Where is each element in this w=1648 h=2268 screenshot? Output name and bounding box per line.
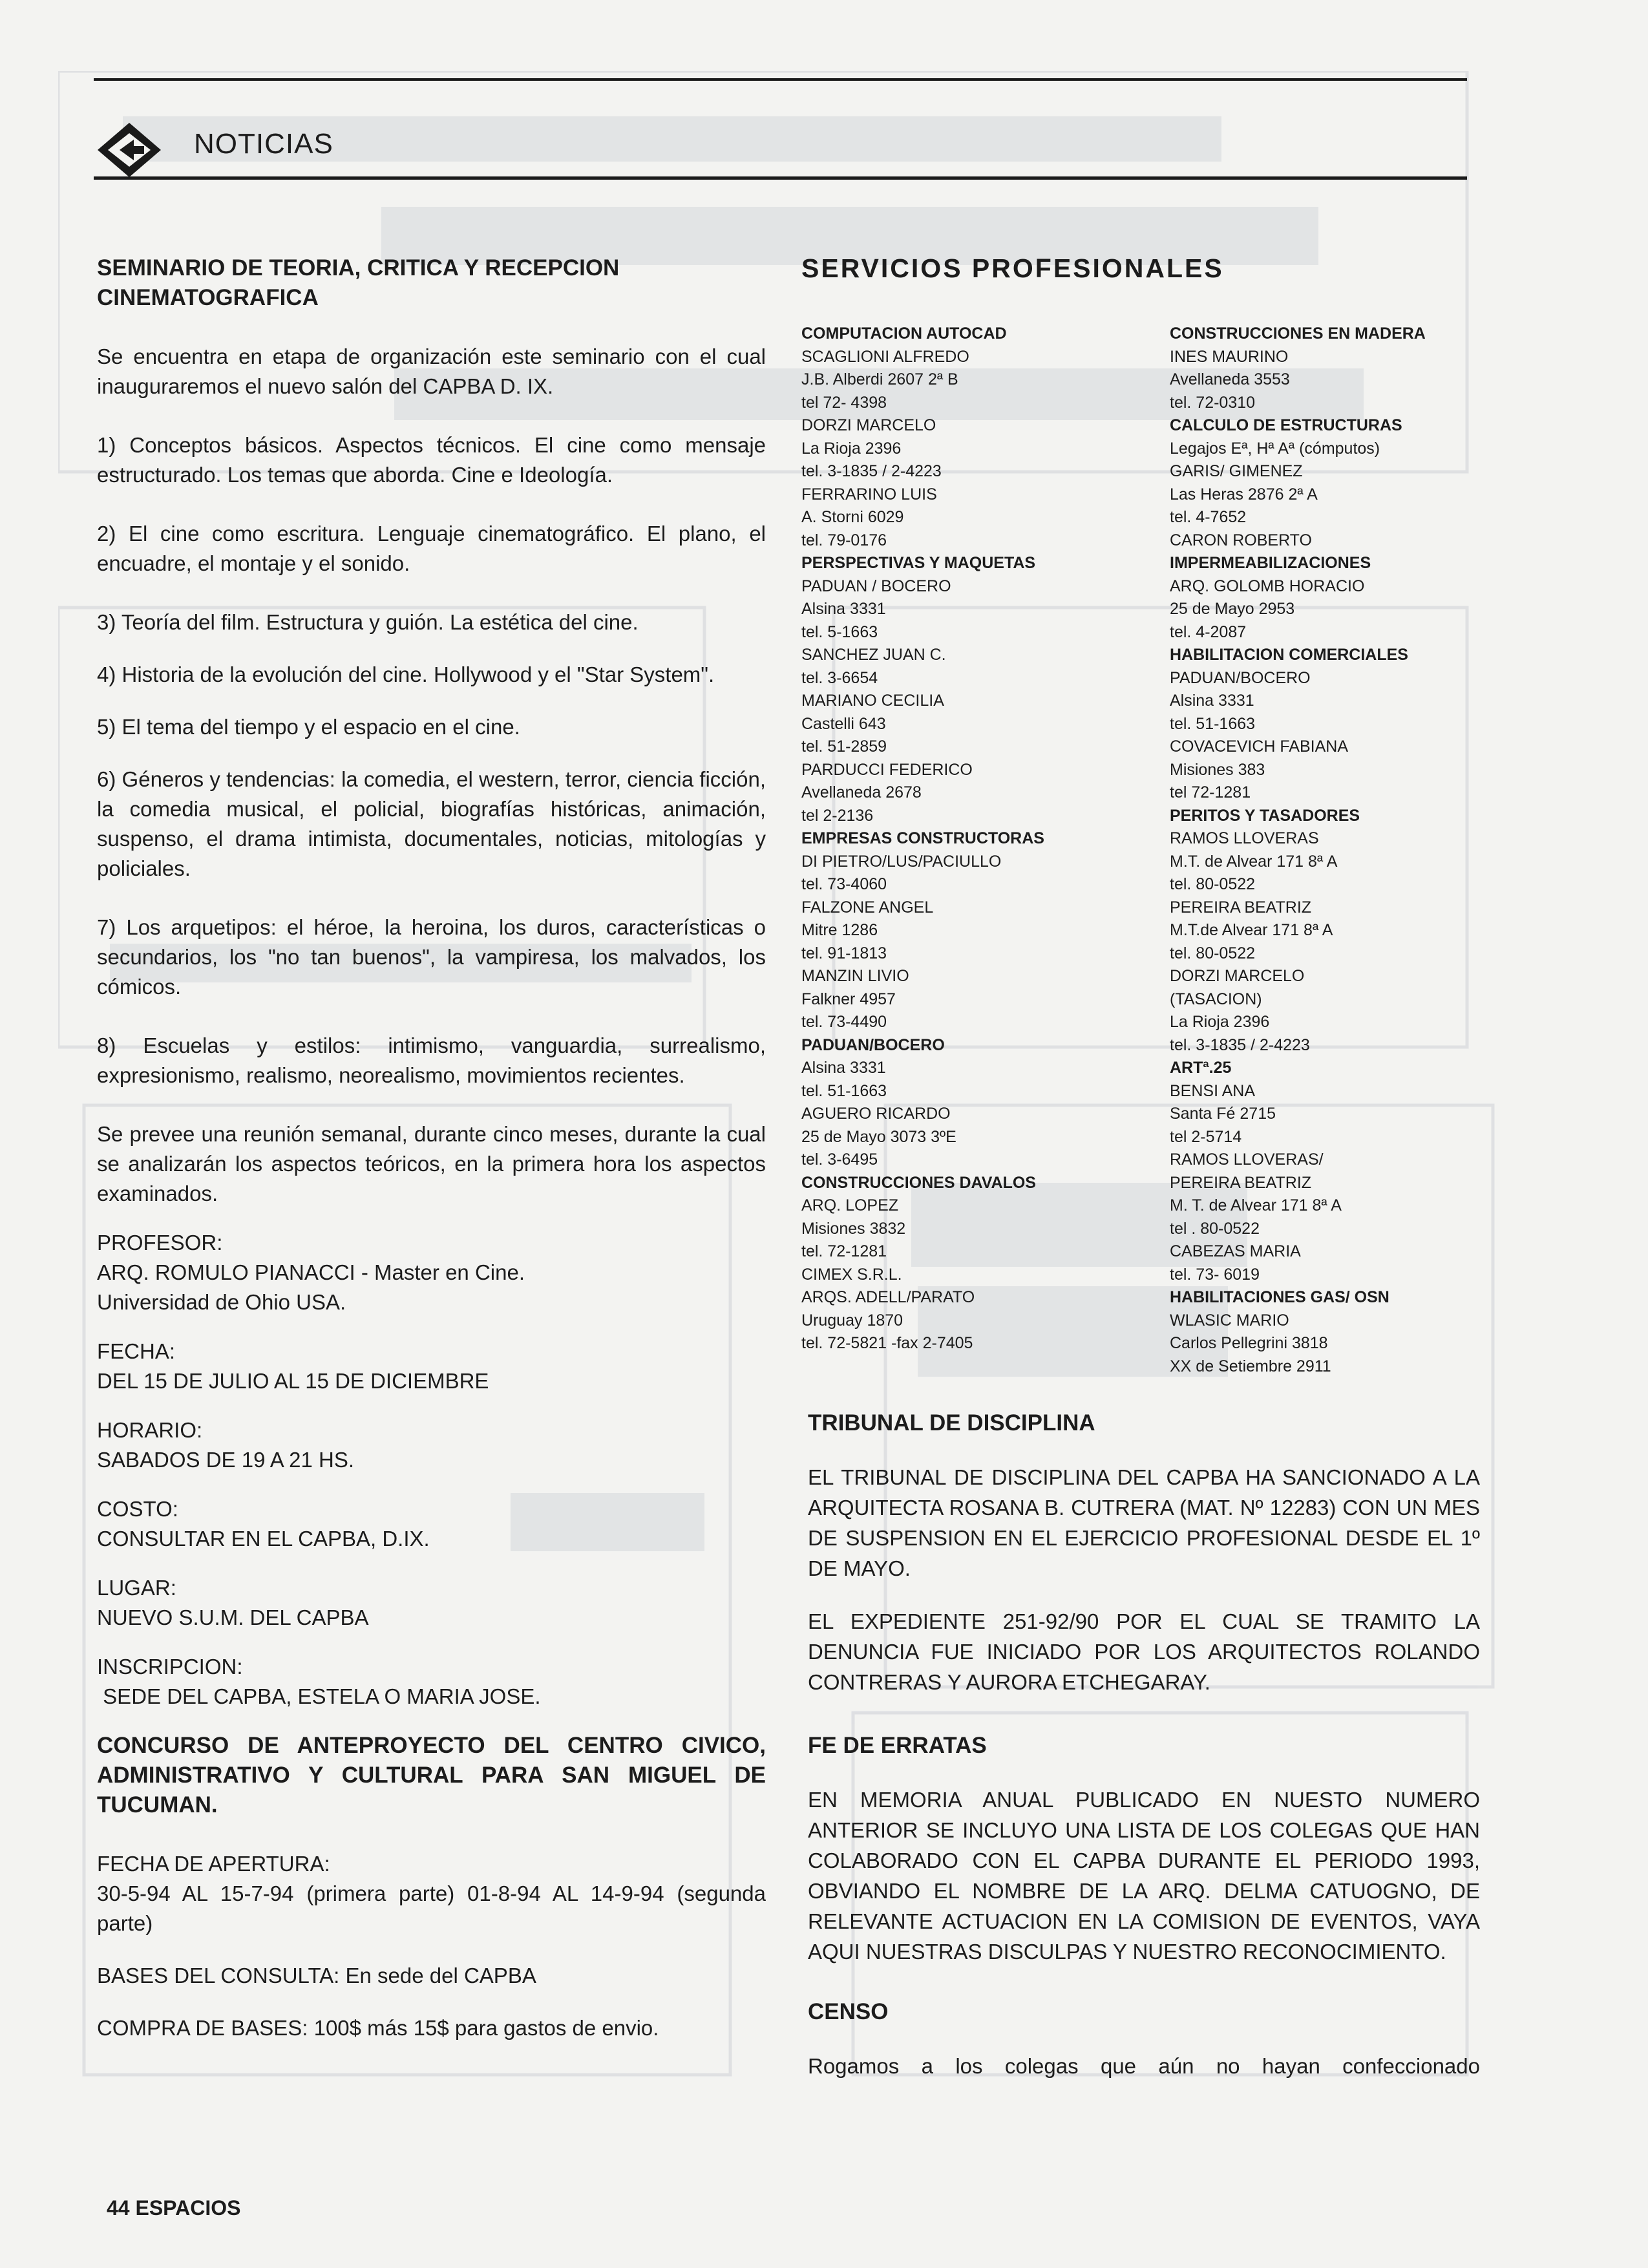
directory-category: PERITOS Y TASADORES: [1170, 806, 1360, 825]
directory-entry: Legajos Eª, Hª Aª (cómputos): [1170, 439, 1380, 458]
tribunal-paragraph-1: EL TRIBUNAL DE DISCIPLINA DEL CAPBA HA SANCIONADO A LA ARQUITECTA ROSANA B. CUTRERA (MAT. Nº 12283) CON UN MES DE SUSPENSION EN EL EJERCICIO PROFESIONAL DESDE EL 1º DE MAYO.: [808, 1465, 1480, 1580]
directory-entry: FALZONE ANGEL: [801, 898, 934, 917]
header-top-rule: [94, 78, 1467, 81]
directory-entry: Misiones 383: [1170, 760, 1265, 779]
directory-entry: tel. 51-2859: [801, 737, 887, 756]
directory-entry: DORZI MARCELO: [801, 416, 936, 434]
directory-entry: DI PIETRO/LUS/PACIULLO: [801, 852, 1002, 871]
directory-entry: tel. 3-1835 / 2-4223: [801, 462, 942, 480]
directory-category: COMPUTACION AUTOCAD: [801, 324, 1007, 343]
directory-entry: AGUERO RICARDO: [801, 1105, 951, 1123]
directory-category: IMPERMEABILIZACIONES: [1170, 554, 1371, 572]
errata-paragraph: EN MEMORIA ANUAL PUBLICADO EN NUESTO NUMERO ANTERIOR SE INCLUYO UNA LISTA DE LOS COLEGAS QUE HAN COLABORADO CON EL CAPBA DURANTE EL PERIODO 1993, OBVIANDO EL NOMBRE DE LA ARQ. DELMA CATUOGNO, DE RELEVANTE ACTUACION EN LA COMISION DE EVENTOS, VAYA AQUI NUESTRAS DISCULPAS Y NUESTRO RECONOCIMIENTO.: [808, 1788, 1480, 1964]
directory-entry: PEREIRA BEATRIZ: [1170, 898, 1312, 917]
directory-entry: tel. 51-1663: [1170, 714, 1256, 733]
directory-entry: tel 72- 4398: [801, 393, 887, 412]
directory-entry: Falkner 4957: [801, 990, 896, 1008]
directory-entry: tel 72-1281: [1170, 783, 1251, 801]
directory-entry: Alsina 3331: [801, 1059, 886, 1077]
directory-entry: 25 de Mayo 3073 3ºE: [801, 1127, 956, 1146]
field-value-fecha: DEL 15 DE JULIO AL 15 DE DICIEMBRE: [97, 1369, 489, 1393]
section-title: NOTICIAS: [194, 128, 333, 160]
directory-entry: CIMEX S.R.L.: [801, 1265, 902, 1284]
directory-entry: tel. 4-7652: [1170, 508, 1247, 526]
directory-entry: tel. 73- 6019: [1170, 1265, 1260, 1284]
directory-entry: tel. 72-1281: [801, 1242, 887, 1260]
directory-entry: ARQ. GOLOMB HORACIO: [1170, 577, 1365, 595]
directory-entry: tel. 5-1663: [801, 622, 878, 641]
directory-entry: RAMOS LLOVERAS: [1170, 829, 1319, 847]
topic-item: 3) Teoría del film. Estructura y guión. La estética del cine.: [97, 610, 639, 634]
directory-entry: Misiones 3832: [801, 1219, 906, 1238]
directory-entry: tel. 72-0310: [1170, 393, 1256, 412]
directory-entry: MARIANO CECILIA: [801, 692, 944, 710]
directory-category: HABILITACIONES GAS/ OSN: [1170, 1288, 1389, 1306]
directory-entry: tel. 73-4490: [801, 1013, 887, 1031]
directory-category: EMPRESAS CONSTRUCTORAS: [801, 829, 1044, 847]
field-label-costo: COSTO:: [97, 1497, 178, 1521]
directory-entry: INES MAURINO: [1170, 347, 1289, 366]
directory-entry: Castelli 643: [801, 714, 886, 733]
directory-entry: Uruguay 1870: [801, 1311, 903, 1330]
directory-entry: La Rioja 2396: [1170, 1013, 1270, 1031]
directory-entry: XX de Setiembre 2911: [1170, 1357, 1331, 1375]
censo-paragraph: Rogamos a los colegas que aún no hayan confeccionado: [808, 2054, 1480, 2078]
directory-category: CONSTRUCCIONES DAVALOS: [801, 1173, 1036, 1192]
directory-entry: ARQS. ADELL/PARATO: [801, 1288, 975, 1306]
field-value-costo: CONSULTAR EN EL CAPBA, D.IX.: [97, 1527, 430, 1551]
directory-entry: 25 de Mayo 2953: [1170, 600, 1295, 618]
topic-item: 5) El tema del tiempo y el espacio en el cine.: [97, 715, 520, 739]
purchase-info: COMPRA DE BASES: 100$ más 15$ para gastos de envio.: [97, 2016, 659, 2040]
directory-entry: M.T.de Alvear 171 8ª A: [1170, 921, 1333, 939]
tribunal-title: TRIBUNAL DE DISCIPLINA: [808, 1410, 1095, 1436]
directory-entry: tel 2-2136: [801, 806, 874, 825]
directory-entry: tel . 80-0522: [1170, 1219, 1260, 1238]
topic-item: 1) Conceptos básicos. Aspectos técnicos. El cine como mensaje estructurado. Los temas que aborda. Cine e Ideología.: [97, 433, 766, 487]
left-column: [97, 253, 766, 2062]
opening-label: FECHA DE APERTURA:: [97, 1852, 330, 1876]
section-header: [94, 109, 1467, 193]
bases-info: BASES DEL CONSULTA: En sede del CAPBA: [97, 1964, 536, 1987]
tribunal-paragraph-2: EL EXPEDIENTE 251-92/90 POR EL CUAL SE TRAMITO LA DENUNCIA FUE INICIADO POR LOS ARQUITECTOS ROLANDO CONTRERAS Y AURORA ETCHEGARAY.: [808, 1609, 1480, 1694]
meeting-note: Se prevee una reunión semanal, durante cinco meses, durante la cual se analizarán los aspectos teóricos, en la primera hora los aspectos examinados.: [97, 1122, 766, 1205]
errata-title: FE DE ERRATAS: [808, 1733, 987, 1758]
directory-entry: tel. 80-0522: [1170, 944, 1256, 962]
directory-entry: M. T. de Alvear 171 8ª A: [1170, 1196, 1342, 1214]
directory-category: HABILITACION COMERCIALES: [1170, 646, 1408, 664]
field-value-profesor-2: Universidad de Ohio USA.: [97, 1290, 346, 1314]
directory-entry: Las Heras 2876 2ª A: [1170, 485, 1318, 503]
directory-entry: CABEZAS MARIA: [1170, 1242, 1301, 1260]
directory-entry: tel. 91-1813: [801, 944, 887, 962]
directory-entry: MANZIN LIVIO: [801, 967, 909, 985]
field-value-profesor: ARQ. ROMULO PIANACCI - Master en Cine.: [97, 1260, 525, 1284]
directory-entry: tel. 80-0522: [1170, 875, 1256, 893]
directory-entry: M.T. de Alvear 171 8ª A: [1170, 852, 1338, 871]
directory-entry: Avellaneda 3553: [1170, 370, 1290, 388]
directory-entry: tel. 73-4060: [801, 875, 887, 893]
directory-entry: La Rioja 2396: [801, 439, 902, 458]
directory-entry: Carlos Pellegrini 3818: [1170, 1334, 1328, 1352]
right-column: [801, 253, 1480, 2104]
field-label-inscripcion: INSCRIPCION:: [97, 1655, 243, 1679]
directory-column-1: [801, 323, 1150, 1378]
directory-entry: J.B. Alberdi 2607 2ª B: [801, 370, 958, 388]
directory-entry: tel. 3-1835 / 2-4223: [1170, 1035, 1310, 1054]
directory-entry: FERRARINO LUIS: [801, 485, 937, 503]
directory-entry: BENSI ANA: [1170, 1081, 1255, 1100]
directory-entry: tel. 51-1663: [801, 1081, 887, 1100]
topic-item: 2) El cine como escritura. Lenguaje cinematográfico. El plano, el encuadre, el montaje y el sonido.: [97, 522, 766, 575]
topic-item: 7) Los arquetipos: el héroe, la heroina, los duros, características o secundarios, los "no tan buenos", la vampiresa, los malvados, los cómicos.: [97, 915, 766, 999]
directory-entry: Mitre 1286: [801, 921, 878, 939]
directory-entry: PADUAN / BOCERO: [801, 577, 951, 595]
topic-item: 8) Escuelas y estilos: intimismo, vanguardia, surrealismo, expresionismo, realismo, neorealismo, movimientos recientes.: [97, 1033, 766, 1087]
field-label-lugar: LUGAR:: [97, 1576, 176, 1600]
directory-entry: Avellaneda 2678: [801, 783, 922, 801]
directory-category: PERSPECTIVAS Y MAQUETAS: [801, 554, 1036, 572]
seminar-intro: Se encuentra en etapa de organización este seminario con el cual inauguraremos el nuevo salón del CAPBA D. IX.: [97, 344, 766, 398]
directory-entry: Santa Fé 2715: [1170, 1105, 1276, 1123]
directory-entry: PADUAN/BOCERO: [1170, 668, 1311, 687]
directory-entry: SCAGLIONI ALFREDO: [801, 347, 969, 366]
page-footer: 44 ESPACIOS: [107, 2196, 241, 2220]
services-title: SERVICIOS PROFESIONALES: [801, 253, 1224, 283]
opening-value: 30-5-94 AL 15-7-94 (primera parte) 01-8-94 AL 14-9-94 (segunda parte): [97, 1881, 766, 1935]
directory-column-2: [1170, 323, 1480, 1378]
directory-entry: PEREIRA BEATRIZ: [1170, 1173, 1312, 1192]
field-value-horario: SABADOS DE 19 A 21 HS.: [97, 1448, 355, 1472]
directory-category: ARTª.25: [1170, 1059, 1232, 1077]
directory-entry: WLASIC MARIO: [1170, 1311, 1289, 1330]
directory-entry: tel. 3-6495: [801, 1150, 878, 1169]
directory-entry: tel. 4-2087: [1170, 622, 1247, 641]
directory-entry: CARON ROBERTO: [1170, 531, 1312, 549]
topic-item: 6) Géneros y tendencias: la comedia, el western, terror, ciencia ficción, la comedia musical, el policial, biografías históricas, animación, suspenso, el drama intimista, documentales, noticias, mitologías y policiales.: [97, 767, 766, 880]
directory-entry: Alsina 3331: [1170, 692, 1254, 710]
censo-title: CENSO: [808, 1999, 889, 2024]
directory-entry: COVACEVICH FABIANA: [1170, 737, 1348, 756]
directory-entry: Alsina 3331: [801, 600, 886, 618]
directory-entry: tel. 79-0176: [801, 531, 887, 549]
contest-title: CONCURSO DE ANTEPROYECTO DEL CENTRO CIVICO, ADMINISTRATIVO Y CULTURAL PARA SAN MIGUEL DE TUCUMAN.: [97, 1733, 766, 1818]
directory-entry: tel. 72-5821 -fax 2-7405: [801, 1334, 973, 1352]
directory-entry: ARQ. LOPEZ: [801, 1196, 899, 1214]
capba-diamond-arrow-icon: [94, 120, 165, 178]
directory-category: CALCULO DE ESTRUCTURAS: [1170, 416, 1402, 434]
field-value-inscripcion: SEDE DEL CAPBA, ESTELA O MARIA JOSE.: [97, 1684, 541, 1708]
directory-entry: DORZI MARCELO: [1170, 967, 1305, 985]
field-label-horario: HORARIO:: [97, 1418, 203, 1442]
directory-category: CONSTRUCCIONES EN MADERA: [1170, 324, 1426, 343]
directory-entry: SANCHEZ JUAN C.: [801, 646, 946, 664]
directory-entry: A. Storni 6029: [801, 508, 904, 526]
directory-entry: RAMOS LLOVERAS/: [1170, 1150, 1324, 1169]
services-directory: [801, 323, 1480, 1378]
seminar-title: SEMINARIO DE TEORIA, CRITICA Y RECEPCION CINEMATOGRAFICA: [97, 255, 620, 310]
topic-item: 4) Historia de la evolución del cine. Hollywood y el "Star System".: [97, 662, 715, 686]
directory-entry: GARIS/ GIMENEZ: [1170, 462, 1303, 480]
field-label-profesor: PROFESOR:: [97, 1231, 223, 1255]
directory-category: PADUAN/BOCERO: [801, 1035, 945, 1054]
directory-entry: tel. 3-6654: [801, 668, 878, 687]
field-value-lugar: NUEVO S.U.M. DEL CAPBA: [97, 1606, 369, 1629]
directory-entry: (TASACION): [1170, 990, 1262, 1008]
directory-entry: tel 2-5714: [1170, 1127, 1242, 1146]
directory-entry: PARDUCCI FEDERICO: [801, 760, 973, 779]
field-label-fecha: FECHA:: [97, 1339, 176, 1363]
